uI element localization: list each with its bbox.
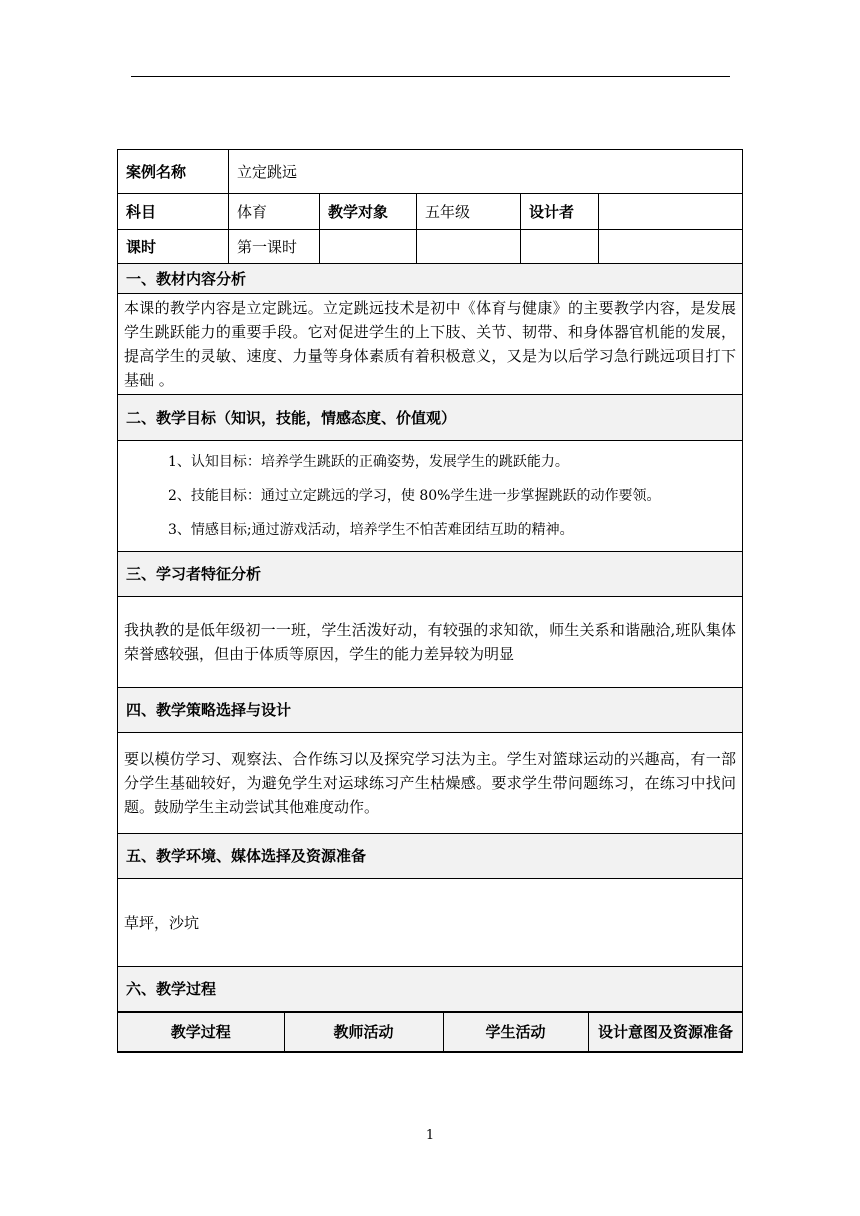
process-header-cell bbox=[118, 1012, 743, 1053]
lesson-plan-table bbox=[117, 149, 743, 1053]
audience-value: 五年级 bbox=[417, 194, 521, 230]
header-rule bbox=[131, 76, 730, 77]
row-section-5-title bbox=[118, 834, 743, 879]
column-header: 教师活动 bbox=[284, 1013, 443, 1052]
section-5-title: 五、教学环境、媒体选择及资源准备 bbox=[118, 834, 743, 879]
row-section-2-body bbox=[118, 441, 743, 552]
row-section-5-body bbox=[118, 879, 743, 967]
case-name-value: 立定跳远 bbox=[229, 150, 743, 194]
column-header: 教学过程 bbox=[118, 1013, 284, 1052]
section-6-title: 六、教学过程 bbox=[118, 967, 743, 1012]
section-4-body: 要以模仿学习、观察法、合作练习以及探究学习法为主。学生对篮球运动的兴趣高，有一部分学生基础较好，为避免学生对运球练习产生枯燥感。要求学生带问题练习，在练习中找问题。鼓励学生主动尝试其他难度动作。 bbox=[118, 733, 743, 834]
row-subject bbox=[118, 194, 743, 230]
process-header-table bbox=[118, 1012, 743, 1052]
empty-cell bbox=[417, 230, 521, 264]
section-2-goals bbox=[118, 441, 743, 552]
row-section-6-header bbox=[118, 1012, 743, 1053]
row-section-4-title bbox=[118, 688, 743, 733]
section-2-title: 二、教学目标（知识，技能，情感态度、价值观） bbox=[118, 395, 743, 441]
designer-value bbox=[599, 194, 743, 230]
empty-cell bbox=[320, 230, 417, 264]
row-case-name bbox=[118, 150, 743, 194]
section-3-body: 我执教的是低年级初一一班，学生活泼好动，有较强的求知欲，师生关系和谐融洽,班队集体荣誉感较强，但由于体质等原因，学生的能力差异较为明显 bbox=[118, 597, 743, 688]
row-section-6-title bbox=[118, 967, 743, 1012]
column-header: 设计意图及资源准备 bbox=[588, 1013, 743, 1052]
section-1-body: 本课的教学内容是立定跳远。立定跳远技术是初中《体育与健康》的主要教学内容，是发展学生跳跃能力的重要手段。它对促进学生的上下肢、关节、韧带、和身体器官机能的发展，提高学生的灵敏、速度、力量等身体素质有着积极意义，又是为以后学习急行跳远项目打下基础 。 bbox=[118, 294, 743, 395]
row-section-1-body bbox=[118, 294, 743, 395]
designer-label: 设计者 bbox=[521, 194, 599, 230]
section-3-title: 三、学习者特征分析 bbox=[118, 552, 743, 597]
goal-item: 3、情感目标;通过游戏活动，培养学生不怕苦难团结互助的精神。 bbox=[168, 522, 574, 538]
row-section-4-body bbox=[118, 733, 743, 834]
empty-cell bbox=[599, 230, 743, 264]
row-section-3-title bbox=[118, 552, 743, 597]
row-section-3-body bbox=[118, 597, 743, 688]
empty-cell bbox=[521, 230, 599, 264]
case-name-label: 案例名称 bbox=[118, 150, 229, 194]
column-header: 学生活动 bbox=[443, 1013, 588, 1052]
goal-item: 2、技能目标：通过立定跳远的学习，使 80%学生进一步掌握跳跃的动作要领。 bbox=[168, 488, 661, 504]
audience-label: 教学对象 bbox=[320, 194, 417, 230]
row-period bbox=[118, 230, 743, 264]
page-number: 1 bbox=[425, 1128, 435, 1143]
section-5-body: 草坪，沙坑 bbox=[118, 879, 743, 967]
row-section-2-title bbox=[118, 395, 743, 441]
section-4-title: 四、教学策略选择与设计 bbox=[118, 688, 743, 733]
subject-value: 体育 bbox=[229, 194, 320, 230]
row-section-1-title bbox=[118, 264, 743, 294]
period-label: 课时 bbox=[118, 230, 229, 264]
goal-item: 1、认知目标：培养学生跳跃的正确姿势，发展学生的跳跃能力。 bbox=[168, 454, 569, 470]
section-1-title: 一、教材内容分析 bbox=[118, 264, 743, 294]
subject-label: 科目 bbox=[118, 194, 229, 230]
period-value: 第一课时 bbox=[229, 230, 320, 264]
